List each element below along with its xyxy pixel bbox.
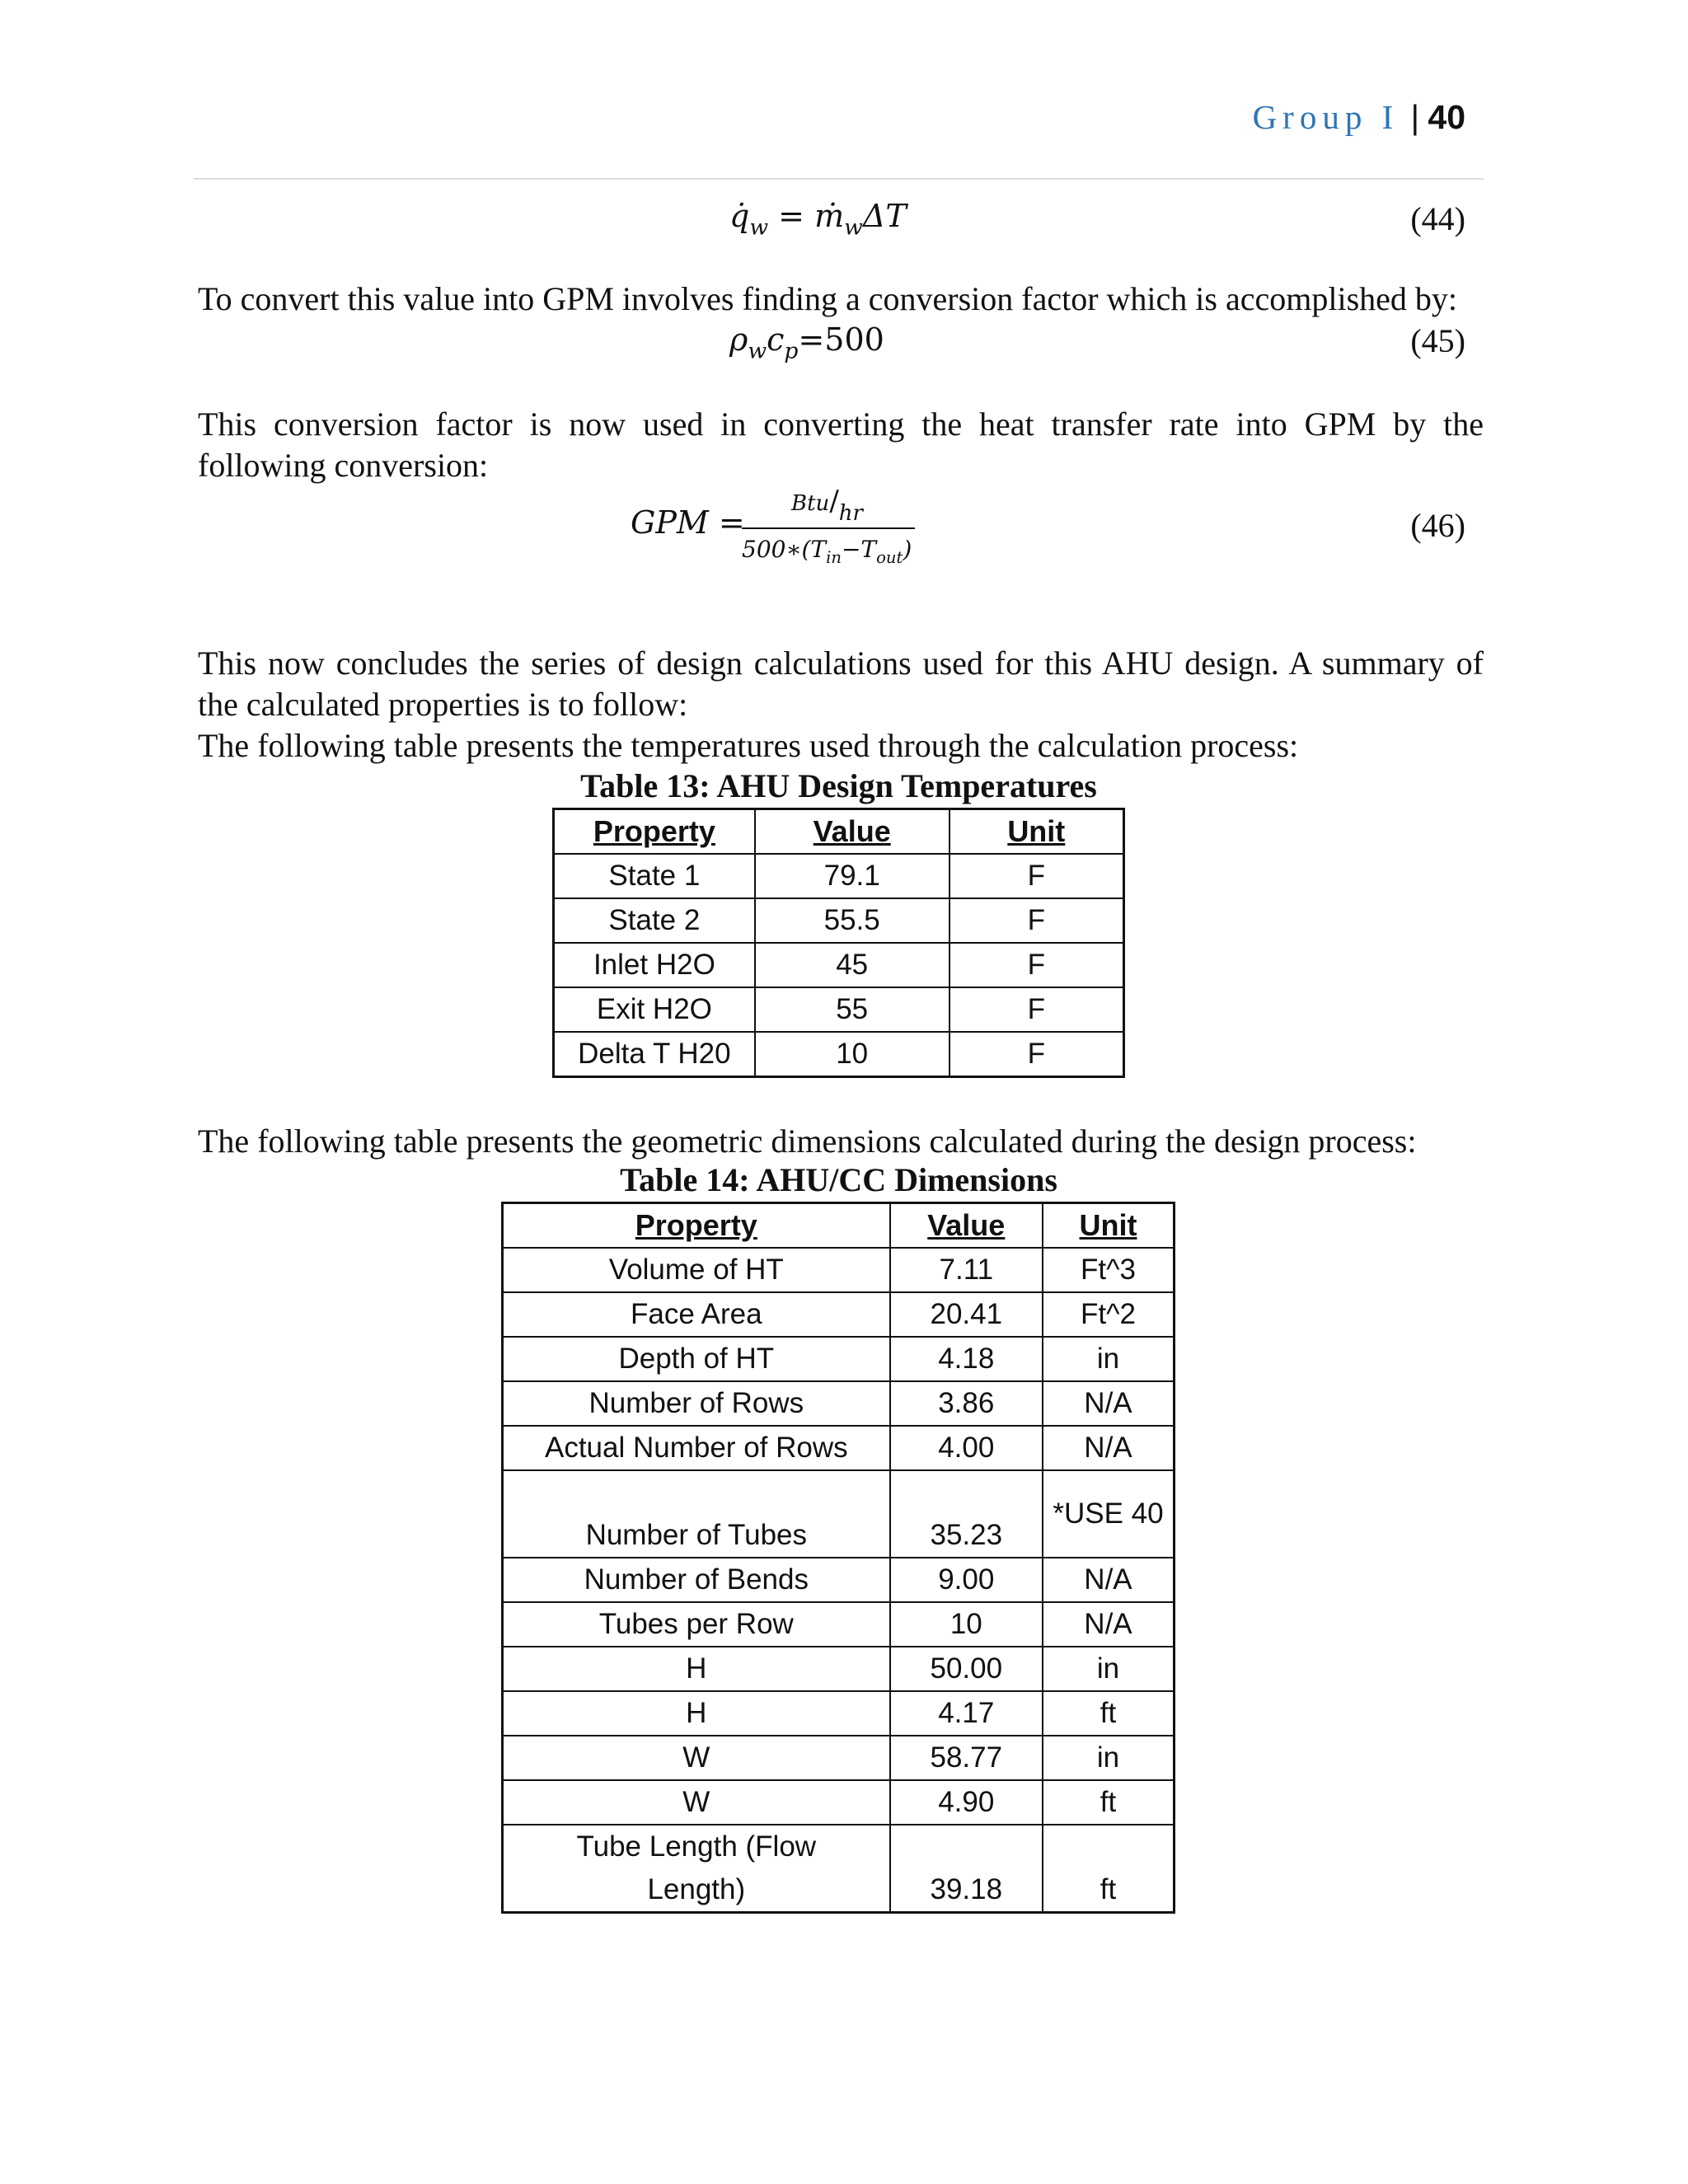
table-cell: W xyxy=(503,1780,890,1825)
fraction-numerator: Btu/hr xyxy=(791,485,863,526)
table-cell: H xyxy=(503,1647,890,1691)
table-cell: 55 xyxy=(755,987,950,1032)
header-group-label: Group I xyxy=(1252,98,1400,136)
table-row xyxy=(503,1691,1175,1736)
table-row xyxy=(503,1647,1175,1691)
column-header: Unit xyxy=(1043,1203,1175,1249)
table-cell: 7.11 xyxy=(890,1248,1043,1292)
page-header xyxy=(1253,97,1465,137)
table-row xyxy=(503,1381,1175,1426)
table-cell: Exit H2O xyxy=(554,987,755,1032)
table-row xyxy=(503,1825,1175,1913)
equation-number-46: (46) xyxy=(1410,507,1465,544)
equation-46-lhs: GPM = xyxy=(631,504,745,541)
table-cell: F xyxy=(950,1032,1124,1077)
table-cell: Ft^3 xyxy=(1043,1248,1175,1292)
table-cell: Tubes per Row xyxy=(503,1602,890,1647)
table-cell: H xyxy=(503,1691,890,1736)
table13-caption: Table 13: AHU Design Temperatures xyxy=(580,767,1097,804)
table13 xyxy=(552,808,1125,1078)
table-row xyxy=(503,1337,1175,1381)
paragraph-conversion-usage: This conversion factor is now used in converting the heat transfer rate into GPM by the following conversion: xyxy=(198,405,1484,484)
table-cell: ft xyxy=(1043,1780,1175,1825)
table-row xyxy=(503,1248,1175,1292)
column-header: Property xyxy=(503,1203,890,1249)
fraction-denominator: $500∗(T_{in}-T_{out})$ xyxy=(742,536,912,567)
table-cell: 3.86 xyxy=(890,1381,1043,1426)
table-cell: Actual Number of Rows xyxy=(503,1426,890,1470)
table-cell: Face Area xyxy=(503,1292,890,1337)
table-row xyxy=(503,1558,1175,1602)
table-cell: N/A xyxy=(1043,1602,1175,1647)
column-header: Value xyxy=(890,1203,1043,1249)
fraction-bar xyxy=(742,527,915,529)
table-row xyxy=(554,898,1124,943)
table-cell: N/A xyxy=(1043,1426,1175,1470)
paragraph-summary: This now concludes the series of design calculations used for this AHU design. A summary of the calculated properties is to follow: The following table presents the temperatures used through the calculation process: xyxy=(198,644,1484,764)
table-cell: State 2 xyxy=(554,898,755,943)
table-cell: 4.00 xyxy=(890,1426,1043,1470)
table-cell: Depth of HT xyxy=(503,1337,890,1381)
equation-44: $q̇_w$ = ṁ$_w$ΔT xyxy=(729,198,907,241)
table14 xyxy=(501,1202,1175,1914)
table14-caption: Table 14: AHU/CC Dimensions xyxy=(620,1161,1057,1198)
table-row xyxy=(554,854,1124,898)
paragraph-conversion-intro: To convert this value into GPM involves finding a conversion factor which is accomplished by: xyxy=(198,280,1458,317)
paragraph-geometry-intro: The following table presents the geometric dimensions calculated during the design process: xyxy=(198,1122,1417,1160)
table-cell: F xyxy=(950,987,1124,1032)
table-row xyxy=(503,1780,1175,1825)
table-cell: 20.41 xyxy=(890,1292,1043,1337)
table-cell: F xyxy=(950,898,1124,943)
page-number: 40 xyxy=(1428,98,1465,136)
table-cell: in xyxy=(1043,1736,1175,1780)
table-cell: Number of Rows xyxy=(503,1381,890,1426)
table-cell: 9.00 xyxy=(890,1558,1043,1602)
equation-46-fraction xyxy=(742,485,923,575)
column-header: Property xyxy=(554,809,755,855)
column-header: Unit xyxy=(950,809,1124,855)
table-row xyxy=(554,1032,1124,1077)
table-cell: F xyxy=(950,854,1124,898)
table-cell: N/A xyxy=(1043,1381,1175,1426)
table-cell: F xyxy=(950,943,1124,987)
table-row xyxy=(503,1736,1175,1780)
table-header-row xyxy=(554,809,1124,855)
table-cell: 45 xyxy=(755,943,950,987)
table-cell: Number of Tubes xyxy=(503,1470,890,1558)
table-cell: State 1 xyxy=(554,854,755,898)
table-row xyxy=(503,1602,1175,1647)
table-cell: Delta T H20 xyxy=(554,1032,755,1077)
table-cell: 39.18 xyxy=(890,1825,1043,1913)
table-row xyxy=(554,987,1124,1032)
table-cell: 58.77 xyxy=(890,1736,1043,1780)
table-cell: 10 xyxy=(755,1032,950,1077)
equation-number-44: (44) xyxy=(1410,200,1465,237)
table-cell: Tube Length (Flow Length) xyxy=(503,1825,890,1913)
table-cell: 10 xyxy=(890,1602,1043,1647)
table-cell: in xyxy=(1043,1647,1175,1691)
table-row xyxy=(503,1292,1175,1337)
equation-45: $\rho_wc_p=500$ xyxy=(729,321,884,364)
table-cell: 55.5 xyxy=(755,898,950,943)
table-cell: N/A xyxy=(1043,1558,1175,1602)
table-row xyxy=(503,1470,1175,1558)
table-cell: 35.23 xyxy=(890,1470,1043,1558)
table-cell: Inlet H2O xyxy=(554,943,755,987)
table-cell: Ft^2 xyxy=(1043,1292,1175,1337)
table-cell: 79.1 xyxy=(755,854,950,898)
table-cell: 4.18 xyxy=(890,1337,1043,1381)
table-cell: in xyxy=(1043,1337,1175,1381)
table-cell: 50.00 xyxy=(890,1647,1043,1691)
table-cell: 4.90 xyxy=(890,1780,1043,1825)
header-divider xyxy=(194,178,1484,180)
table-cell: Number of Bends xyxy=(503,1558,890,1602)
equation-number-45: (45) xyxy=(1410,322,1465,359)
table-cell: Volume of HT xyxy=(503,1248,890,1292)
table-cell: *USE 40 xyxy=(1043,1470,1175,1558)
table-cell: ft xyxy=(1043,1825,1175,1913)
table-row xyxy=(554,943,1124,987)
header-separator: | xyxy=(1410,98,1420,136)
table-header-row xyxy=(503,1203,1175,1249)
table-cell: 4.17 xyxy=(890,1691,1043,1736)
table-cell: W xyxy=(503,1736,890,1780)
table-cell: ft xyxy=(1043,1691,1175,1736)
column-header: Value xyxy=(755,809,950,855)
table-row xyxy=(503,1426,1175,1470)
